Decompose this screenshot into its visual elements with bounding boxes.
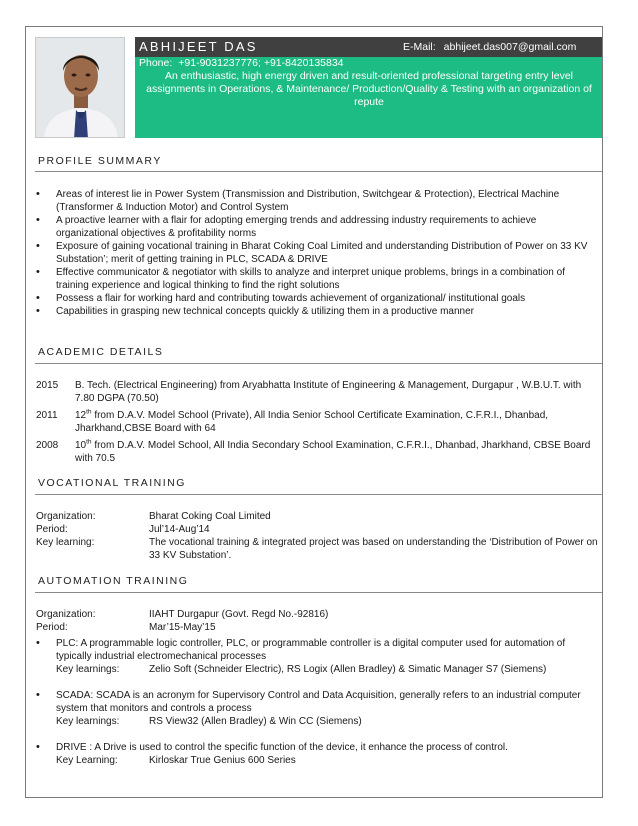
- automation-training-heading: AUTOMATION TRAINING: [38, 575, 189, 587]
- email-line: [403, 41, 576, 53]
- academic-row: [36, 379, 600, 405]
- key-learnings-value: Kirloskar True Genius 600 Series: [149, 755, 296, 766]
- profile-summary-heading: PROFILE SUMMARY: [38, 155, 162, 167]
- period-value: Jul’14-Aug’14: [149, 524, 210, 535]
- academic-year: 2011: [36, 410, 58, 421]
- key-learning-value: The vocational training & integrated project was based on understanding the ‘Distribution of Power on 33 KV Substation’.: [149, 537, 598, 561]
- list-item: • Areas of interest lie in Power System (Transmission and Distribution, Switchgear & Protection), Electrical Machine (Transformer & Induction Motor) and Control System: [36, 188, 600, 214]
- academic-text: B. Tech. (Electrical Engineering) from Aryabhatta Institute of Engineering & Management, Durgapur , W.B.U.T. with 7.80 DGPA (70.50): [75, 380, 582, 404]
- list-item: • A proactive learner with a flair for adopting emerging trends and addressing industry requirements to achieve organizational objectives & profitability norms: [36, 214, 600, 240]
- organization-label: Organization:: [36, 511, 96, 522]
- academic-year: 2008: [36, 440, 59, 451]
- phone-label: Phone:: [139, 57, 173, 69]
- key-learnings-label: Key learnings:: [56, 716, 120, 727]
- automation-details: [36, 608, 600, 634]
- key-learnings-value: Zelio Soft (Schneider Electric), RS Logix (Allen Bradley) & Simatic Manager S7 (Siemens): [149, 664, 547, 675]
- email-address[interactable]: abhijeet.das007@gmail.com: [443, 41, 577, 53]
- period-label: Period:: [36, 622, 68, 633]
- career-objective: An enthusiastic, high energy driven and result-oriented professional targeting entry level assignments in Operations, & Maintenance/ Production/Quality & Testing with an organization of repute: [146, 70, 592, 108]
- academic-text: 12th from D.A.V. Model School (Private), All India Senior School Certificate Examination, C.F.R.I., Dhanbad, Jharkhand,CBSE Board with 64: [75, 408, 549, 434]
- vocational-training-heading: VOCATIONAL TRAINING: [38, 477, 186, 489]
- list-item: [36, 741, 600, 767]
- period-value: Mar’15-May’15: [149, 622, 216, 633]
- candidate-name: ABHIJEET DAS: [139, 39, 258, 54]
- organization-label: Organization:: [36, 609, 96, 620]
- email-label: E-Mail:: [403, 41, 436, 53]
- automation-item-text: • SCADA: SCADA is an acronym for Supervisory Control and Data Acquisition, generally refers to an industrial computer system that monitors and controls a process: [56, 690, 581, 714]
- organization-value: IIAHT Durgapur (Govt. Regd No.-92816): [149, 609, 329, 620]
- list-item: • Possess a flair for working hard and contributing towards achievement of organizational/ institutional goals: [36, 292, 600, 305]
- period-label: Period:: [36, 524, 68, 535]
- organization-value: Bharat Coking Coal Limited: [149, 511, 271, 522]
- academic-row: [36, 409, 600, 435]
- list-item: • Capabilities in grasping new technical concepts quickly & utilizing them in a productive manner: [36, 305, 600, 318]
- automation-training-divider: [35, 592, 602, 593]
- list-item: • Effective communicator & negotiator with skills to analyze and interpret unique problems, brings in a combination of training experience and logical thinking to find the right solutions: [36, 266, 600, 292]
- phone-line: [139, 57, 344, 69]
- academic-row: [36, 439, 600, 465]
- automation-item-text: • PLC: A programmable logic controller, PLC, or programmable controller is a digital computer used for automation of typically industrial electromechanical processes: [56, 638, 566, 662]
- profile-photo: [35, 37, 125, 138]
- list-item: [36, 689, 600, 728]
- automation-items-list: [36, 637, 600, 780]
- list-item: • Exposure of gaining vocational training in Bharat Coking Coal Limited and understanding Distribution of Power on 33 KV Substation’; merit of getting training in PLC, SCADA & DRIVE: [36, 240, 600, 266]
- vocational-details: [36, 510, 600, 562]
- key-learning-label: Key learning:: [36, 537, 95, 548]
- academic-details-divider: [35, 363, 602, 364]
- vocational-training-divider: [35, 494, 602, 495]
- automation-item-text: • DRIVE : A Drive is used to control the specific function of the device, it enhance the process of control.: [56, 742, 508, 753]
- key-learnings-value: RS View32 (Allen Bradley) & Win CC (Siemens): [149, 716, 362, 727]
- profile-summary-divider: [35, 171, 602, 172]
- list-item: [36, 637, 600, 676]
- key-learnings-label: Key Learning:: [56, 755, 118, 766]
- academic-year: 2015: [36, 380, 59, 391]
- phone-numbers: +91-9031237776; +91-8420135834: [178, 57, 344, 69]
- key-learnings-label: Key learnings:: [56, 664, 120, 675]
- profile-summary-list: [36, 188, 600, 318]
- academic-details-heading: ACADEMIC DETAILS: [38, 346, 164, 358]
- academic-text: 10th from D.A.V. Model School, All India Secondary School Examination, C.F.R.I., Dhanbad, Jharkhand, CBSE Board with 70.5: [75, 438, 591, 464]
- academic-list: [36, 379, 600, 469]
